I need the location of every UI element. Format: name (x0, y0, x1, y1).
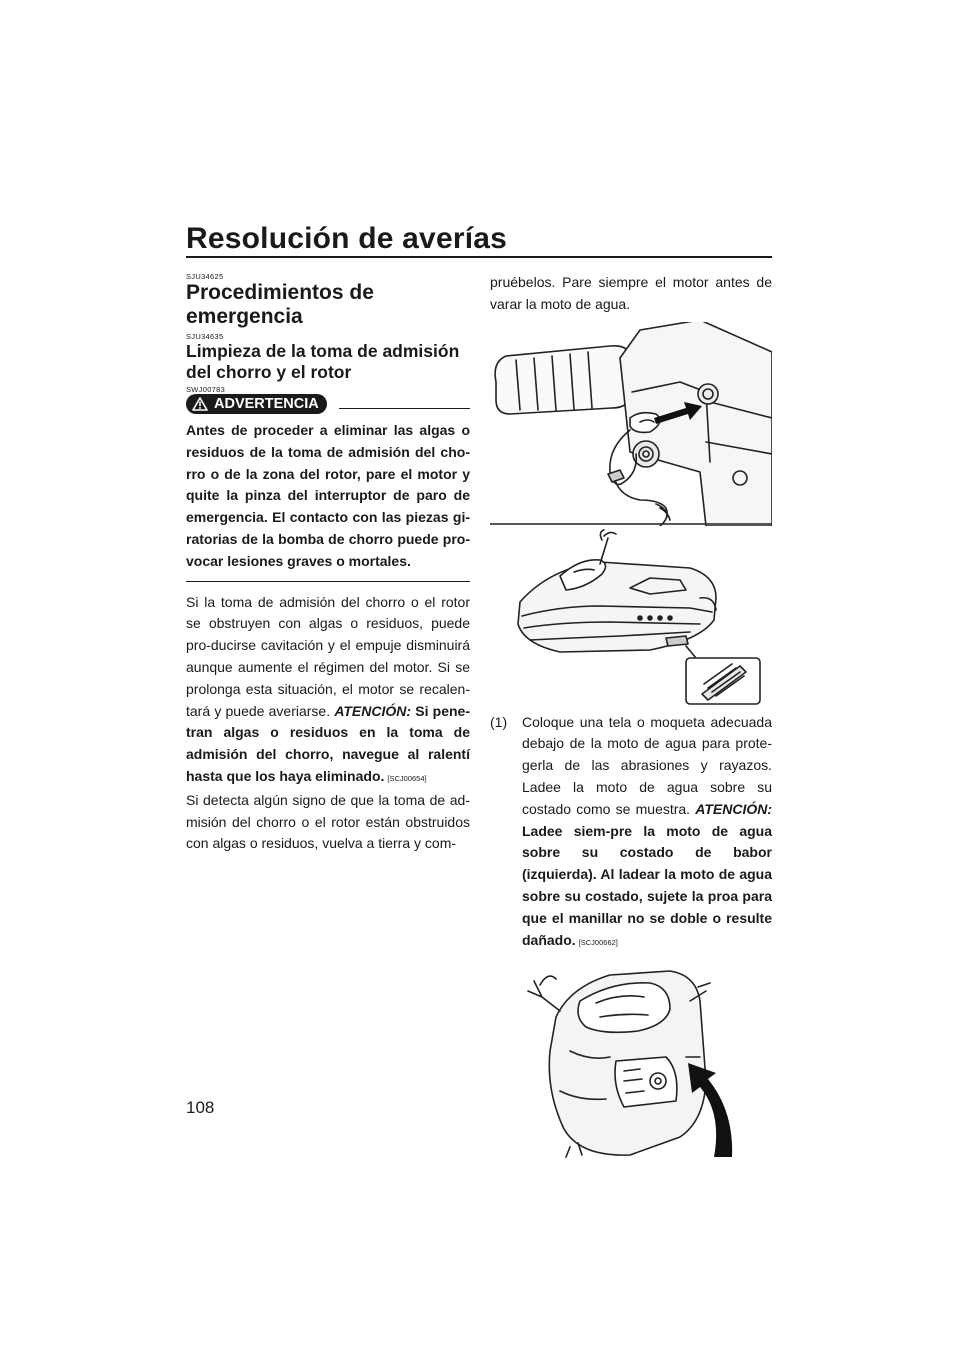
paragraph-continued: pruébelos. Pare siempre el motor antes de varar la moto de agua. (490, 274, 772, 312)
warning-label: ADVERTENCIA (214, 396, 319, 412)
section-code: SJU34625 (186, 272, 224, 281)
warning-triangle-icon (192, 397, 208, 411)
left-column (186, 272, 470, 855)
page-header-title: Resolución de averías (186, 222, 508, 255)
step-1-text (522, 712, 772, 954)
paragraph-check: Si detecta algún signo de que la toma de ad-misión del chorro o el rotor están obstruidos con algas o residuos, vuelva a tierra y com- (186, 791, 470, 852)
step-1-caution-code: [SCJ00662] (578, 937, 618, 947)
page-number: 108 (186, 1098, 215, 1117)
subsection-code: SJU34635 (186, 332, 224, 341)
warning-text: Antes de proceder a eliminar las algas o residuos de la toma de admisión del cho-rro o de la zona del rotor, pare el motor y quite la pinza del interruptor de paro de emergencia. El contacto con las piezas gi-ratorias de la bomba de chorro puede pro-vocar lesiones graves o mortales. (186, 420, 470, 582)
step-1-attention-label: ATENCIÓN: (695, 800, 772, 817)
header-rule (186, 256, 772, 258)
paragraph-obstruction (186, 592, 470, 790)
attention-label: ATENCIÓN: (334, 702, 412, 719)
warning-badge (186, 394, 327, 414)
step-1-attention-text: Ladee siem-pre la moto de agua sobre su costado de babor (izquierda). Al ladear la moto de agua sobre su costado, sujete la proa para que el manillar no se doble o resulte dañado. (522, 822, 772, 948)
warning-divider (339, 408, 470, 409)
paragraph-obstruction-text: Si la toma de admisión del chorro o el rotor se obstruyen con algas o residuos, puede pro-ducirse cavitación y el empuje disminuirá aunque aumente el régimen del motor. Si se prolonga esta situación, el motor se recalen-tará y puede averiarse. (186, 593, 470, 719)
warning-header (186, 394, 470, 414)
right-column (490, 272, 772, 1159)
step-1 (490, 712, 772, 954)
step-1-number: (1) (490, 713, 508, 730)
section-title: Procedimientos de emergencia (186, 281, 374, 328)
attention-text: Si pene-tran algas o residuos en la toma de admisión del chorro, navegue al ralentí hasta que los haya eliminado. (186, 702, 471, 784)
step-1-body: Coloque una tela o moqueta adecuada debajo de la moto de agua para prote-gerla de las abrasiones y rayazos. Ladee la moto de agua sobre su costado como se muestra. (522, 713, 772, 817)
watercraft-side-illustration (490, 528, 772, 706)
caution-code: [SCJ00654] (387, 773, 427, 783)
handlebar-clip-illustration (490, 322, 772, 526)
warning-code: SWJ00783 (186, 385, 226, 394)
subsection-title: Limpieza de la toma de admisión del chorro y el rotor (186, 341, 460, 382)
watercraft-tilted-illustration (520, 961, 742, 1159)
